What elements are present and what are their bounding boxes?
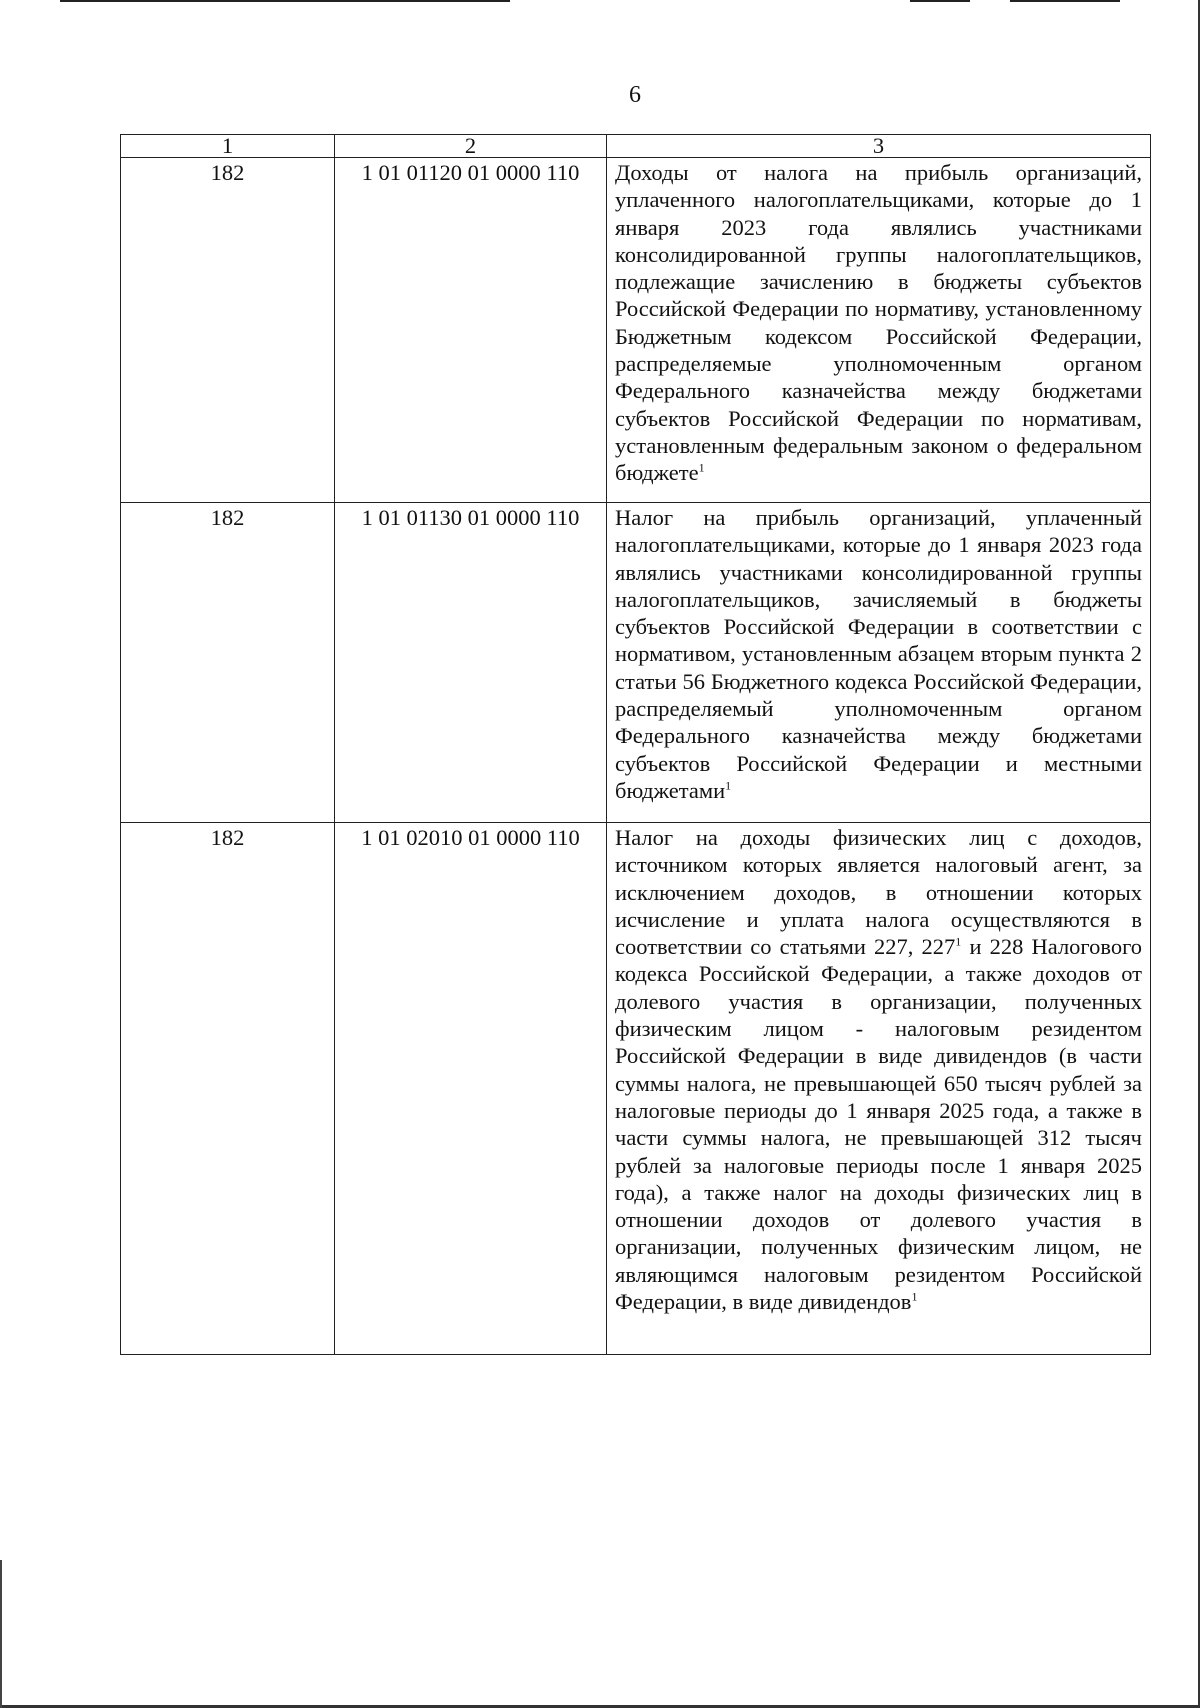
- kbk-code-cell: 1 01 02010 01 0000 110: [335, 823, 607, 1355]
- column-header-3: 3: [607, 135, 1151, 158]
- admin-code-cell: 182: [121, 823, 335, 1355]
- table-header-row: [121, 135, 1151, 158]
- scan-edge-top: [60, 0, 510, 2]
- column-header-1: 1: [121, 135, 335, 158]
- table-row: [121, 823, 1151, 1355]
- table-row: [121, 158, 1151, 503]
- scan-edge-top-right: [910, 0, 970, 2]
- admin-code-cell: 182: [121, 503, 335, 823]
- page-number: 6: [629, 82, 641, 108]
- description-text-part1: Налог на доходы физических лиц с доходов, источником которых является налоговый агент, за исключением доходов, в отношении которых исчисление и уплата налога осуществляются в соответствии со статьями 227, 227: [615, 825, 1142, 960]
- kbk-code-cell: 1 01 01120 01 0000 110: [335, 158, 607, 503]
- scan-edge-top-far-right: [1010, 0, 1120, 2]
- column-header-2: 2: [335, 135, 607, 158]
- description-text-part2: и 228 Налогового кодекса Российской Федерации, а также доходов от долевого участия в организации, полученных физическим лицом - налоговым резидентом Российской Федерации в виде дивидендов (в части суммы налога, не превышающей 650 тысяч рублей за налоговые периоды до 1 января 2025 года, а также в части суммы налога, не превышающей 312 тысяч рублей за налоговые периоды после 1 января 2025 года), а также налог на доходы физических лиц в отношении доходов от долевого участия в организации, полученных физическим лицом, не являющимся налоговым резидентом Российской Федерации, в виде дивидендов: [615, 934, 1142, 1315]
- kbk-code-cell: 1 01 01130 01 0000 110: [335, 503, 607, 823]
- description-cell: [607, 823, 1151, 1355]
- admin-code-cell: 182: [121, 158, 335, 503]
- scan-edge-left: [0, 1560, 2, 1708]
- description-text: Налог на прибыль организаций, уплаченный налогоплательщиками, которые до 1 января 2023 года являлись участниками консолидированной группы налогоплательщиков, зачисляемый в бюджеты субъектов Российской Федерации в соответствии с нормативом, установленным абзацем вторым пункта 2 статьи 56 Бюджетного кодекса Российской Федерации, распределяемый уполномоченным органом Федерального казначейства между бюджетами субъектов Российской Федерации и местными бюджетами: [615, 505, 1142, 803]
- table-row: [121, 503, 1151, 823]
- description-text: Доходы от налога на прибыль организаций, уплаченного налогоплательщиками, которые до 1 января 2023 года являлись участниками консолидированной группы налогоплательщиков, подлежащие зачислению в бюджеты субъектов Российской Федерации по нормативу, установленному Бюджетным кодексом Российской Федерации, распределяемые уполномоченным органом Федерального казначейства между бюджетами субъектов Российской Федерации по нормативам, установленным федеральным законом о федеральном бюджете: [615, 160, 1142, 486]
- budget-codes-table: [120, 134, 1151, 1355]
- footnote-mark: 1: [725, 778, 732, 793]
- inline-superscript: 1: [955, 934, 962, 949]
- description-cell: [607, 158, 1151, 503]
- description-cell: [607, 503, 1151, 823]
- footnote-mark: 1: [911, 1289, 918, 1304]
- footnote-mark: 1: [698, 460, 705, 475]
